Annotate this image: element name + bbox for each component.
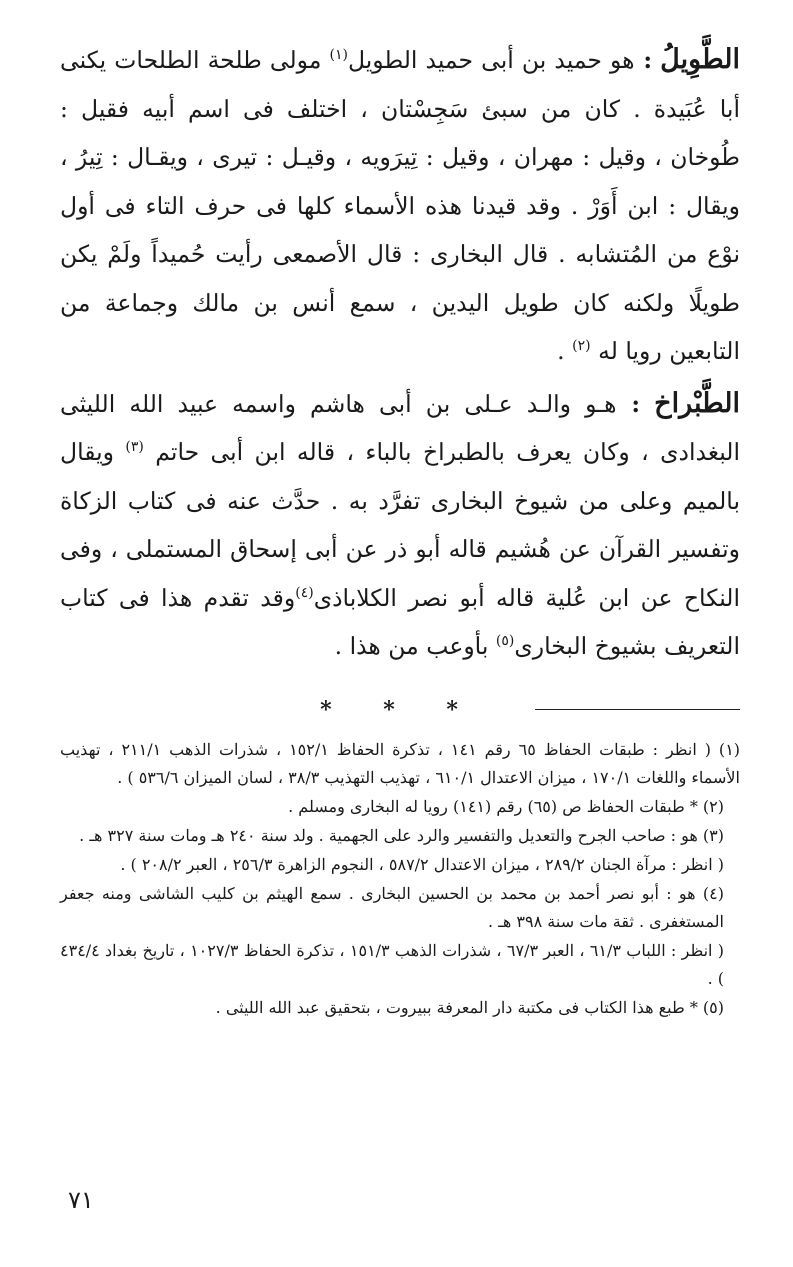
footnote-ref[interactable]: (٣) [125,439,144,456]
entry-colon: : [616,389,641,418]
footnote: (٤) هو : أبو نصر أحمد بن محمد بن الحسين البخارى . سمع الهيثم بن كليب الشاشى ومنه جعفر المستغفرى . ثقة مات سنة ٣٩٨ هـ . [60,884,724,931]
entry-text: وقد تقدم هذا فى كتاب التعريف بشيوخ البخارى [60,583,740,660]
footnote: (١) ( انظر : طبقات الحفاظ ٦٥ رقم ١٤١ ، تذكرة الحفاظ ١٥٢/١ ، شذرات الذهب ٢١١/١ ، تهذيب الأسماء واللغات ١٧٠/١ ، ميزان الاعتدال ٦١٠/١ ، تهذيب التهذيب ٣٨/٣ ، لسان الميزان ٥٣٦/٦ ) . [60,740,741,787]
entry-colon: : [634,46,653,74]
footnote: (٣) هو : صاحب الجرح والتعديل والتفسير والرد على الجهمية . ولد سنة ٢٤٠ هـ ومات سنة ٣٢٧ هـ . [79,826,724,845]
footnote: ( انظر : مرآة الجنان ٢٨٩/٢ ، ميزان الاعتدال ٥٨٧/٢ ، النجوم الزاهرة ٢٥٦/٣ ، العبر ٢٠٨/٢ ) . [120,855,724,874]
entry-text: ويقال بالميم وعلى من شيوخ البخارى تفرَّد به . حدَّث عنه فى كتاب الزكاة وتفسير القرآن عن هُشيم قاله أبو ذر عن أبى إسحاق المستملى ، وفى النكاح عن ابن عُلية قاله أبو نصر الكلاباذى [60,438,740,612]
entry-text: هو حميد بن أبى حميد الطويل [347,46,635,74]
entry-text: هـو والـد عـلى بن أبى هاشم واسمه عبيد الله الليثى البغدادى ، وكان يعرف بالطبراخ بالباء ، قاله ابن أبى حاتم [60,389,740,466]
page-body [60,36,741,1017]
footnote: (٥) * طبع هذا الكتاب فى مكتبة دار المعرفة ببيروت ، بتحقيق عبد الله الليثى . [215,998,724,1017]
entry-headword: الطَّوِيلُ [660,44,740,75]
entry-headword: الطَّبْراخ [654,387,740,419]
entry-tabrakh [60,380,740,671]
footnote: (٢) * طبقات الحفاظ ص (٦٥) رقم (١٤١) رويا له البخارى ومسلم . [288,797,724,816]
footnote-ref[interactable]: (٥) [495,633,515,650]
footnotes [60,736,740,1023]
entry-text: . [557,337,565,365]
footnote-ref[interactable]: (٤) [295,584,314,601]
entry-text: مولى طلحة الطلحات يكنى أبا عُبَيدة . كان من سبئ سَجِسْتان ، اختلف فى اسم أبيه فقيل : طُوخان ، وقيل : مهران ، وقيل : تِيرَويه ، وقيـل : تيرى ، ويقـال : تِيرُ ، ويقال : ابن أَوَرْ . وقد قيدنا هذه الأسماء كلها فى حرف التاء فى أول نوْع من المُتشابه . قال البخارى : قال الأصمعى رأيت حُميداً ولَمْ يكن طويلًا ولكنه كان طويل اليدين ، سمع أنس بن مالك وجماعة من التابعين رويا له [60,46,740,365]
section-separator: * * * [320,696,480,723]
entry-tawil [60,36,740,376]
page-number: ٧١ [68,1186,94,1214]
footnote-ref[interactable]: (١) [329,47,348,64]
footnote-ref[interactable]: (٢) [572,338,591,355]
entry-text: بأوعب من هذا . [334,632,489,660]
footnote: ( انظر : اللباب ٦١/٣ ، العبر ٦٧/٣ ، شذرات الذهب ١٥١/٣ ، تذكرة الحفاظ ١٠٢٧/٣ ، تاريخ بغداد ٤٣٤/٤ ) . [60,941,725,988]
footnote-rule [535,709,740,710]
